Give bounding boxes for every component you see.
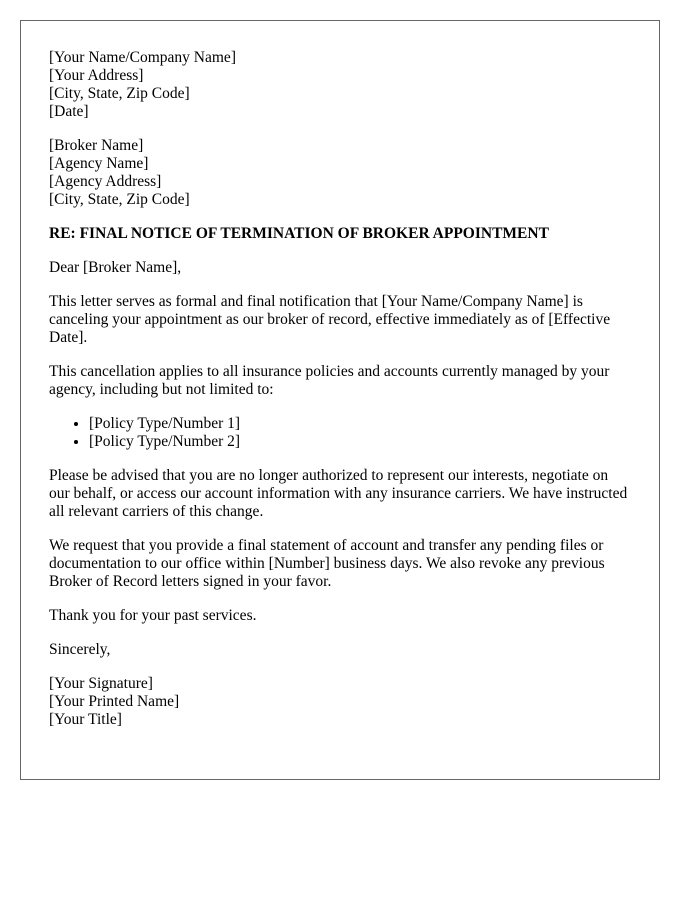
recipient-agency-address: [Agency Address] — [49, 173, 162, 190]
printed-name: [Your Printed Name] — [49, 693, 180, 710]
policy-list — [49, 415, 631, 451]
policy-list-item: • [Policy Type/Number 2] — [89, 433, 631, 451]
signer-title: [Your Title] — [49, 711, 122, 728]
body-paragraph-4: We request that you provide a final statement of account and transfer any pending files or documentation to our office within [Number] business days. We also revoke any previous Broker of Record letters signed in your favor. — [49, 537, 605, 590]
letter-date: [Date] — [49, 103, 89, 120]
recipient-agency: [Agency Name] — [49, 155, 149, 172]
signature-placeholder: [Your Signature] — [49, 675, 153, 692]
recipient-name: [Broker Name] — [49, 137, 144, 154]
policy-list-item: • [Policy Type/Number 1] — [89, 415, 631, 433]
signature-block — [49, 675, 631, 729]
salutation: Dear [Broker Name], — [49, 259, 182, 276]
subject-line: RE: FINAL NOTICE OF TERMINATION OF BROKER APPOINTMENT — [49, 225, 549, 242]
body-paragraph-3: Please be advised that you are no longer authorized to represent our interests, negotiate on our behalf, or access our account information with any insurance carriers. We have instructed all relevant carriers of this change. — [49, 467, 628, 520]
sender-block — [49, 49, 631, 121]
sender-name: [Your Name/Company Name] — [49, 49, 236, 66]
sender-city-state-zip: [City, State, Zip Code] — [49, 85, 190, 102]
letter-page — [20, 20, 660, 780]
recipient-city-state-zip: [City, State, Zip Code] — [49, 191, 190, 208]
sender-address: [Your Address] — [49, 67, 144, 84]
recipient-block — [49, 137, 631, 209]
body-paragraph-2: This cancellation applies to all insurance policies and accounts currently managed by your agency, including but not limited to: — [49, 363, 610, 398]
closing: Sincerely, — [49, 641, 111, 658]
body-paragraph-1: This letter serves as formal and final notification that [Your Name/Company Name] is canceling your appointment as our broker of record, effective immediately as of [Effective Date]. — [49, 293, 611, 346]
body-paragraph-5: Thank you for your past services. — [49, 607, 257, 624]
